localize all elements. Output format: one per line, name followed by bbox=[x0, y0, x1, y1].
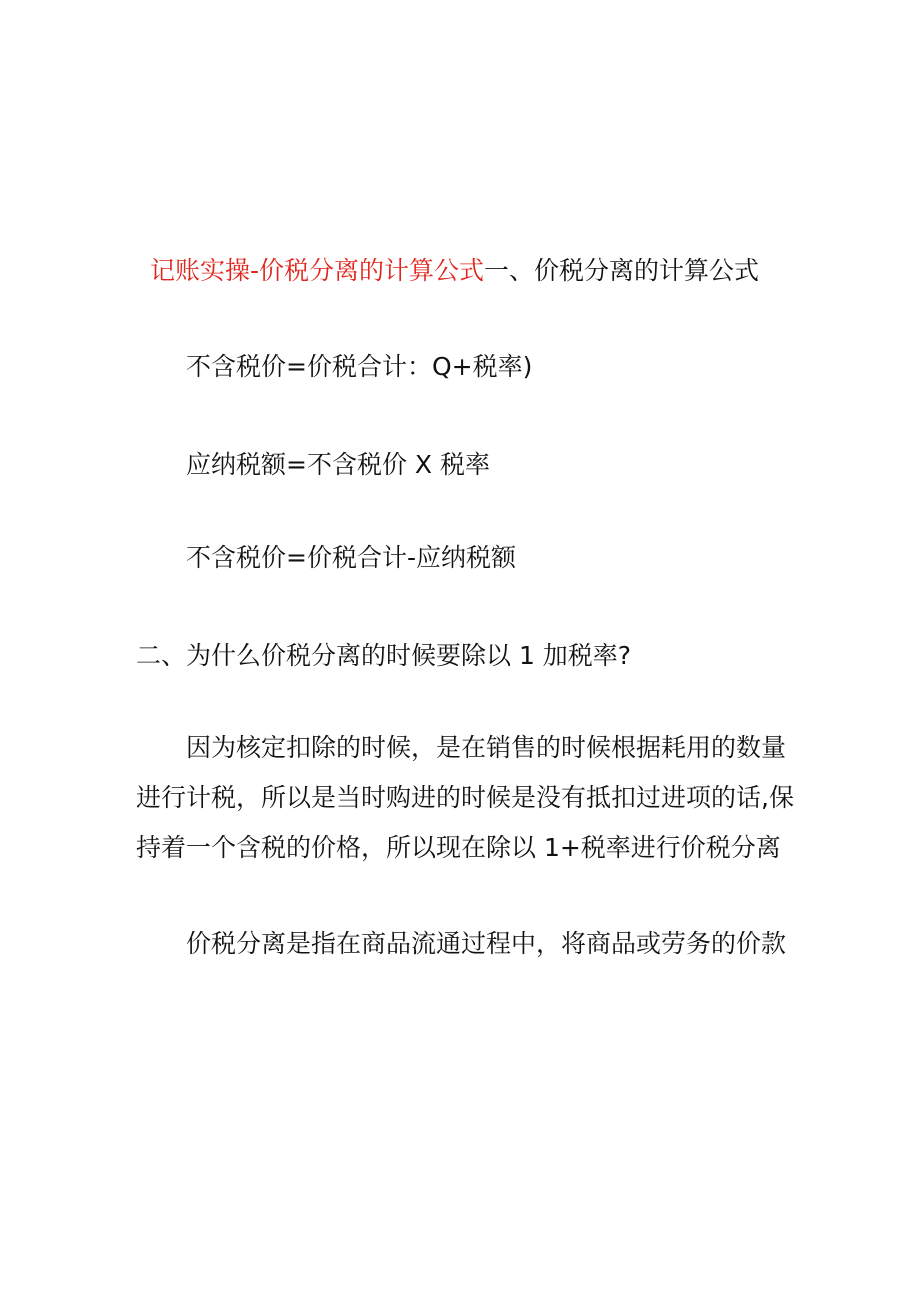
paragraph-2: 价税分离是指在商品流通过程中，将商品或劳务的价款 bbox=[186, 929, 787, 958]
section-heading-1: 一、价税分离的计算公式 bbox=[484, 256, 760, 285]
paragraph-1-line-3: 持着一个含税的价格，所以现在除以 1+税率进行价税分离 bbox=[136, 833, 781, 862]
formula-line-3: 不含税价=价税合计-应纳税额 bbox=[186, 543, 516, 572]
paragraph-1-line-1: 因为核定扣除的时候，是在销售的时候根据耗用的数量 bbox=[186, 733, 787, 762]
section-heading-2: 二、为什么价税分离的时候要除以 1 加税率? bbox=[136, 641, 632, 670]
doc-title-red: 记账实操-价税分离的计算公式 bbox=[150, 256, 485, 285]
paragraph-1 bbox=[136, 723, 796, 873]
formula-line-1: 不含税价=价税合计：Q+税率) bbox=[186, 352, 533, 381]
doc-title bbox=[150, 256, 759, 286]
formula-line-2: 应纳税额=不含税价 X 税率 bbox=[186, 450, 490, 479]
paragraph-1-line-2: 进行计税，所以是当时购进的时候是没有抵扣过进项的话,保 bbox=[136, 783, 794, 812]
